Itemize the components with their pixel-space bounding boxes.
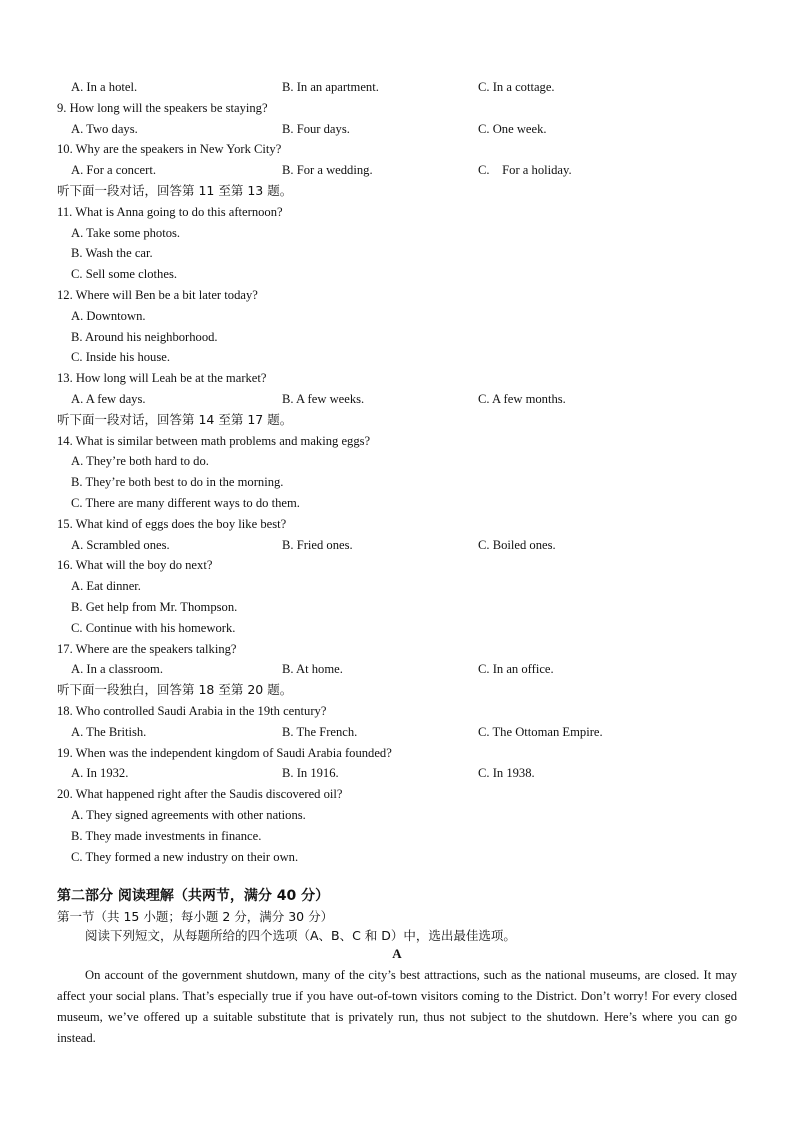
q12-stem: 12. Where will Ben be a bit later today? xyxy=(57,288,258,302)
q13-option-a: A. A few days. xyxy=(71,392,146,406)
q10-option-c: C. For a holiday. xyxy=(478,163,572,177)
q16-stem: 16. What will the boy do next? xyxy=(57,558,213,572)
q10-stem: 10. Why are the speakers in New York City? xyxy=(57,142,282,156)
q18-option-c: C. The Ottoman Empire. xyxy=(478,725,603,739)
q19-option-b: B. In 1916. xyxy=(282,766,339,780)
q16-option-a: A. Eat dinner. xyxy=(71,579,141,593)
q18-stem: 18. Who controlled Saudi Arabia in the 19th century? xyxy=(57,704,327,718)
q20-stem: 20. What happened right after the Saudis discovered oil? xyxy=(57,787,343,801)
q15-option-b: B. Fried ones. xyxy=(282,538,353,552)
q14-option-a: A. They’re both hard to do. xyxy=(71,454,209,468)
q9-option-a: A. Two days. xyxy=(71,122,138,136)
q20-option-a: A. They signed agreements with other nations. xyxy=(71,808,306,822)
q20-option-c: C. They formed a new industry on their own. xyxy=(71,850,299,864)
directions-14-17: 听下面一段对话，回答第 14 至第 17 题。 xyxy=(57,412,293,427)
q12-option-b: B. Around his neighborhood. xyxy=(71,330,218,344)
q12-option-a: A. Downtown. xyxy=(71,309,146,323)
q9-stem: 9. How long will the speakers be staying? xyxy=(57,101,268,115)
q15-option-a: A. Scrambled ones. xyxy=(71,538,170,552)
q16-option-c: C. Continue with his homework. xyxy=(71,621,236,635)
q16-option-b: B. Get help from Mr. Thompson. xyxy=(71,600,238,614)
q8-option-c: C. In a cottage. xyxy=(478,80,555,94)
q15-stem: 15. What kind of eggs does the boy like best? xyxy=(57,517,287,531)
q19-stem: 19. When was the independent kingdom of Saudi Arabia founded? xyxy=(57,746,392,760)
q11-option-a: A. Take some photos. xyxy=(71,226,181,240)
q20-option-b: B. They made investments in finance. xyxy=(71,829,262,843)
q8-option-a: A. In a hotel. xyxy=(71,80,138,94)
q12-option-c: C. Inside his house. xyxy=(71,350,170,364)
q11-stem: 11. What is Anna going to do this afternoon? xyxy=(57,205,283,219)
q10-option-b: B. For a wedding. xyxy=(282,163,373,177)
q11-option-c: C. Sell some clothes. xyxy=(71,267,177,281)
q9-option-c: C. One week. xyxy=(478,122,547,136)
q13-option-c: C. A few months. xyxy=(478,392,566,406)
q17-option-b: B. At home. xyxy=(282,662,343,676)
section1-title: 第一节（共 15 小题；每小题 2 分，满分 30 分） xyxy=(57,909,334,924)
directions-11-13: 听下面一段对话，回答第 11 至第 13 题。 xyxy=(57,183,293,198)
q17-option-c: C. In an office. xyxy=(478,662,554,676)
q11-option-b: B. Wash the car. xyxy=(71,246,153,260)
q10-option-a: A. For a concert. xyxy=(71,163,156,177)
q14-option-c: C. There are many different ways to do them. xyxy=(71,496,300,510)
q19-option-c: C. In 1938. xyxy=(478,766,535,780)
q13-option-b: B. A few weeks. xyxy=(282,392,365,406)
q14-option-b: B. They’re both best to do in the morning. xyxy=(71,475,284,489)
q9-option-b: B. Four days. xyxy=(282,122,350,136)
part2-title: 第二部分 阅读理解（共两节，满分 40 分） xyxy=(57,888,330,904)
q18-option-b: B. The French. xyxy=(282,725,358,739)
q17-option-a: A. In a classroom. xyxy=(71,662,163,676)
passage-label: A xyxy=(392,946,402,961)
reading-instruction: 阅读下列短文，从每题所给的四个选项（A、B、C 和 D）中，选出最佳选项。 xyxy=(85,928,516,943)
q19-option-a: A. In 1932. xyxy=(71,766,129,780)
directions-18-20: 听下面一段独白，回答第 18 至第 20 题。 xyxy=(57,682,293,697)
q15-option-c: C. Boiled ones. xyxy=(478,538,556,552)
q14-stem: 14. What is similar between math problems and making eggs? xyxy=(57,434,371,448)
q8-option-b: B. In an apartment. xyxy=(282,80,379,94)
q17-stem: 17. Where are the speakers talking? xyxy=(57,642,237,656)
passage-a-text: On account of the government shutdown, many of the city’s best attractions, such as the national museums, are closed. It may affect your social plans. That’s especially true if you have out-of-town visitors coming to the District. Don’t worry! For every closed museum, we’ve offered up a suitable substitute that is privately run, thus not subject to the shutdown. Here’s where you can go instead. xyxy=(57,968,737,1045)
q13-stem: 13. How long will Leah be at the market? xyxy=(57,371,267,385)
q18-option-a: A. The British. xyxy=(71,725,147,739)
